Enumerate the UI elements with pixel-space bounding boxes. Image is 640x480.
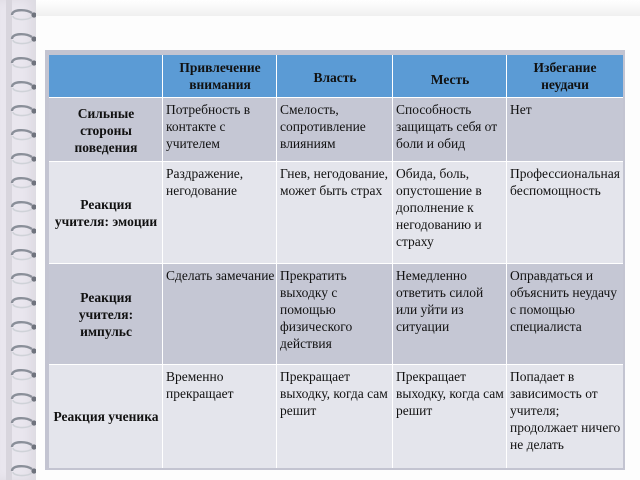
notebook-binding <box>0 0 38 480</box>
spiral-ring-icon <box>10 296 32 310</box>
cell-r4-c3: Прекращает выходку, когда сам решит <box>393 365 507 468</box>
cell-r1-c4: Нет <box>507 98 623 162</box>
cell-r2-c2: Гнев, негодование, может быть страх <box>277 162 393 264</box>
grid-line <box>392 55 393 468</box>
grid-line <box>49 161 623 162</box>
row-header-strengths: Сильные стороны поведения <box>49 98 163 162</box>
spiral-ring-icon <box>10 8 32 22</box>
col-header-power: Власть <box>313 70 357 85</box>
grid-line <box>49 263 623 264</box>
spiral-ring-icon <box>10 392 32 406</box>
col-header-revenge: Месть <box>430 72 470 87</box>
spiral-ring-icon <box>10 104 32 118</box>
row-header-teacher-emotions: Реакция учителя: эмоции <box>49 162 163 264</box>
cell-r1-c3: Способность защищать себя от боли и обид <box>393 98 507 162</box>
spiral-ring-icon <box>10 32 32 46</box>
grid-line <box>49 97 623 98</box>
spiral-ring-icon <box>10 344 32 358</box>
cell-r3-c2: Прекратить выходку с помощью физического действия <box>277 264 393 365</box>
spiral-ring-icon <box>10 416 32 430</box>
spiral-ring-icon <box>10 176 32 190</box>
cell-r1-c1: Потребность в контакте с учителем <box>163 98 277 162</box>
row-header-teacher-impulse: Реакция учителя: импульс <box>49 264 163 365</box>
cell-r2-c3: Обида, боль, опустошение в дополнение к негодованию и страху <box>393 162 507 264</box>
cell-r3-c3: Немедленно ответить силой или уйти из ситуации <box>393 264 507 365</box>
spiral-ring-icon <box>10 320 32 334</box>
col-header-attention: Привлечение внимания <box>179 60 261 92</box>
cell-r4-c1: Временно прекращает <box>163 365 277 468</box>
spiral-ring-icon <box>10 200 32 214</box>
grid-line <box>49 364 623 365</box>
grid-line <box>276 55 277 468</box>
spiral-ring-icon <box>10 464 32 478</box>
grid-line <box>506 55 507 468</box>
cell-r2-c4: Профессиональная беспомощность <box>507 162 623 264</box>
row-header-student-reaction: Реакция ученика <box>49 365 163 468</box>
col-header-failure: Избегание неудачи <box>533 60 597 92</box>
spiral-ring-icon <box>10 272 32 286</box>
spiral-ring-icon <box>10 152 32 166</box>
cell-r3-c1: Сделать замечание <box>163 264 277 365</box>
cell-r1-c2: Смелость, сопротивление влияниям <box>277 98 393 162</box>
spiral-ring-icon <box>10 368 32 382</box>
spiral-ring-icon <box>10 80 32 94</box>
spiral-ring-icon <box>10 224 32 238</box>
cell-r2-c1: Раздражение, негодование <box>163 162 277 264</box>
header-corner-cell <box>49 55 163 98</box>
cell-r4-c4: Попадает в зависимость от учителя; продолжает ничего не делать <box>507 365 623 468</box>
spiral-ring-icon <box>10 128 32 142</box>
spiral-ring-icon <box>10 56 32 70</box>
grid-line <box>162 55 163 468</box>
cell-r3-c4: Оправдаться и объяснить неудачу с помощью специалиста <box>507 264 623 365</box>
spiral-ring-icon <box>10 440 32 454</box>
cell-r4-c2: Прекращает выходку, когда сам решит <box>277 365 393 468</box>
spiral-ring-icon <box>10 248 32 262</box>
